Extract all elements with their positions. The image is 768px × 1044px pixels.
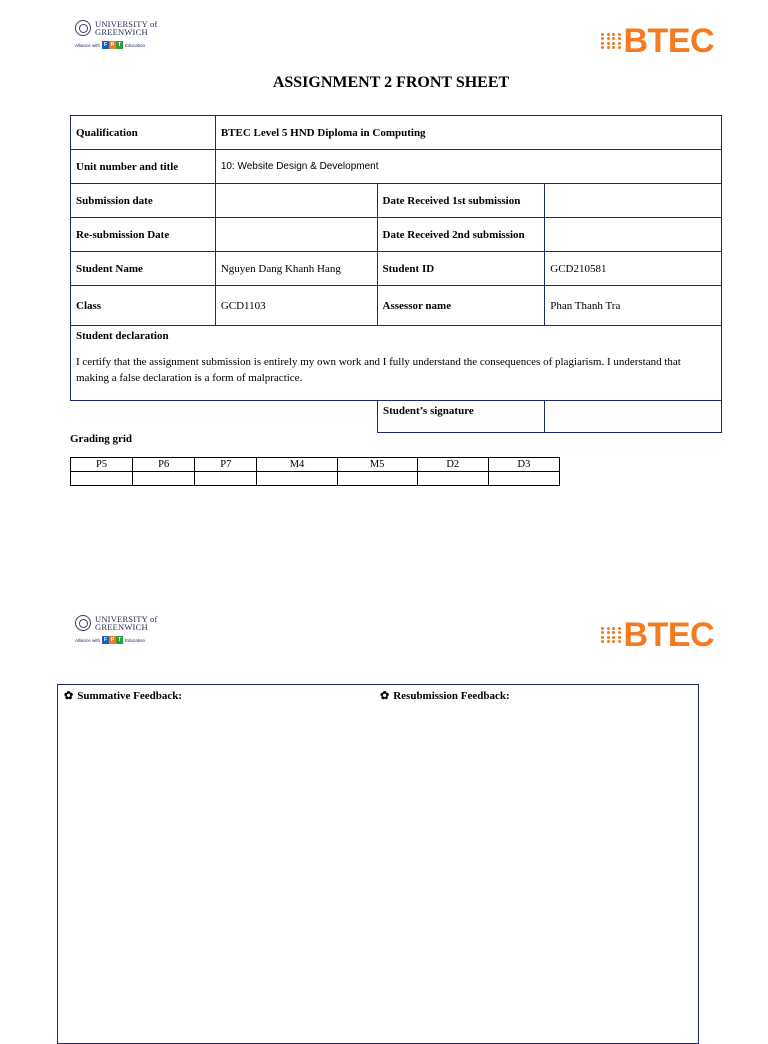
row-student xyxy=(71,252,722,286)
grade-cell-p5[interactable] xyxy=(71,472,133,486)
university-logo xyxy=(75,20,158,49)
date-received-1-label: Date Received 1st submission xyxy=(377,184,545,218)
grading-header-row xyxy=(71,458,560,472)
grade-cell-m5[interactable] xyxy=(337,472,417,486)
grading-grid xyxy=(70,457,560,486)
grade-p6: P6 xyxy=(133,458,195,472)
date-received-2-label: Date Received 2nd submission xyxy=(377,218,545,252)
grade-m4: M4 xyxy=(257,458,337,472)
unit-label: Unit number and title xyxy=(71,150,216,184)
btec-logo-page2 xyxy=(601,618,714,652)
student-id-label: Student ID xyxy=(377,252,545,286)
alliance-line xyxy=(75,636,158,644)
row-resubmission xyxy=(71,218,722,252)
alliance-line xyxy=(75,41,158,49)
fpt-letter-p: P xyxy=(110,42,115,48)
fpt-letter-p: P xyxy=(110,637,115,643)
declaration-title: Student declaration xyxy=(76,330,169,342)
class-label: Class xyxy=(71,286,216,326)
resubmission-feedback-heading xyxy=(380,689,510,702)
university-name-line1: UNIVERSITY of xyxy=(95,614,158,624)
grade-cell-p6[interactable] xyxy=(133,472,195,486)
class-value: GCD1103 xyxy=(215,286,377,326)
feedback-box xyxy=(57,684,699,1044)
grade-d2: D2 xyxy=(417,458,488,472)
btec-dots-icon xyxy=(601,627,622,644)
front-sheet-table xyxy=(70,115,722,401)
alliance-suffix: Education xyxy=(125,637,146,643)
date-received-1-value xyxy=(545,184,722,218)
assessor-value: Phan Thanh Tra xyxy=(545,286,722,326)
btec-wordmark: BTEC xyxy=(623,22,715,60)
grade-cell-p7[interactable] xyxy=(195,472,257,486)
gear-icon: ✿ xyxy=(380,690,390,702)
row-declaration xyxy=(71,326,722,401)
grade-p7: P7 xyxy=(195,458,257,472)
date-received-2-value xyxy=(545,218,722,252)
resubmission-date-label: Re-submission Date xyxy=(71,218,216,252)
grade-cell-d2[interactable] xyxy=(417,472,488,486)
student-id-value: GCD210581 xyxy=(545,252,722,286)
grading-value-row xyxy=(71,472,560,486)
signature-label: Student’s signature xyxy=(377,400,545,433)
signature-field[interactable] xyxy=(545,400,722,433)
student-declaration xyxy=(71,326,722,401)
resubmission-date-value xyxy=(215,218,377,252)
submission-date-value xyxy=(215,184,377,218)
student-name-value: Nguyen Dang Khanh Hang xyxy=(215,252,377,286)
qualification-label: Qualification xyxy=(71,116,216,150)
fpt-letter-f: F xyxy=(103,637,108,643)
university-seal-icon xyxy=(75,20,91,36)
page-title: ASSIGNMENT 2 FRONT SHEET xyxy=(272,74,510,91)
fpt-logo xyxy=(102,41,123,49)
grade-cell-d3[interactable] xyxy=(488,472,559,486)
row-submission xyxy=(71,184,722,218)
unit-value: 10: Website Design & Development xyxy=(215,150,721,184)
fpt-letter-t: T xyxy=(117,42,122,48)
student-name-label: Student Name xyxy=(71,252,216,286)
fpt-logo xyxy=(102,636,123,644)
gear-icon: ✿ xyxy=(64,690,74,702)
university-name-line1: UNIVERSITY of xyxy=(95,19,158,29)
qualification-value: BTEC Level 5 HND Diploma in Computing xyxy=(215,116,721,150)
btec-wordmark: BTEC xyxy=(623,616,715,654)
resubmission-feedback-label: Resubmission Feedback: xyxy=(393,689,510,702)
row-qualification xyxy=(71,116,722,150)
declaration-text: I certify that the assignment submission is entirely my own work and I fully understand the consequences of plagiarism. I understand that making a false declaration is a form of malpractice. xyxy=(76,356,681,384)
signature-row xyxy=(377,400,722,433)
grade-m5: M5 xyxy=(337,458,417,472)
grade-cell-m4[interactable] xyxy=(257,472,337,486)
summative-feedback-heading xyxy=(64,689,182,702)
row-class xyxy=(71,286,722,326)
university-name-line2: GREENWICH xyxy=(95,27,148,37)
btec-logo xyxy=(601,24,714,58)
alliance-suffix: Education xyxy=(125,42,146,48)
btec-dots-icon xyxy=(601,33,622,50)
alliance-prefix: Alliance with xyxy=(75,637,101,643)
grading-grid-label: Grading grid xyxy=(70,433,133,445)
grade-d3: D3 xyxy=(488,458,559,472)
submission-date-label: Submission date xyxy=(71,184,216,218)
fpt-letter-f: F xyxy=(103,42,108,48)
row-unit xyxy=(71,150,722,184)
university-seal-icon xyxy=(75,615,91,631)
university-logo-page2 xyxy=(75,615,158,644)
grade-p5: P5 xyxy=(71,458,133,472)
fpt-letter-t: T xyxy=(117,637,122,643)
assessor-label: Assessor name xyxy=(377,286,545,326)
alliance-prefix: Alliance with xyxy=(75,42,101,48)
summative-feedback-label: Summative Feedback: xyxy=(77,689,183,702)
university-name-line2: GREENWICH xyxy=(95,622,148,632)
